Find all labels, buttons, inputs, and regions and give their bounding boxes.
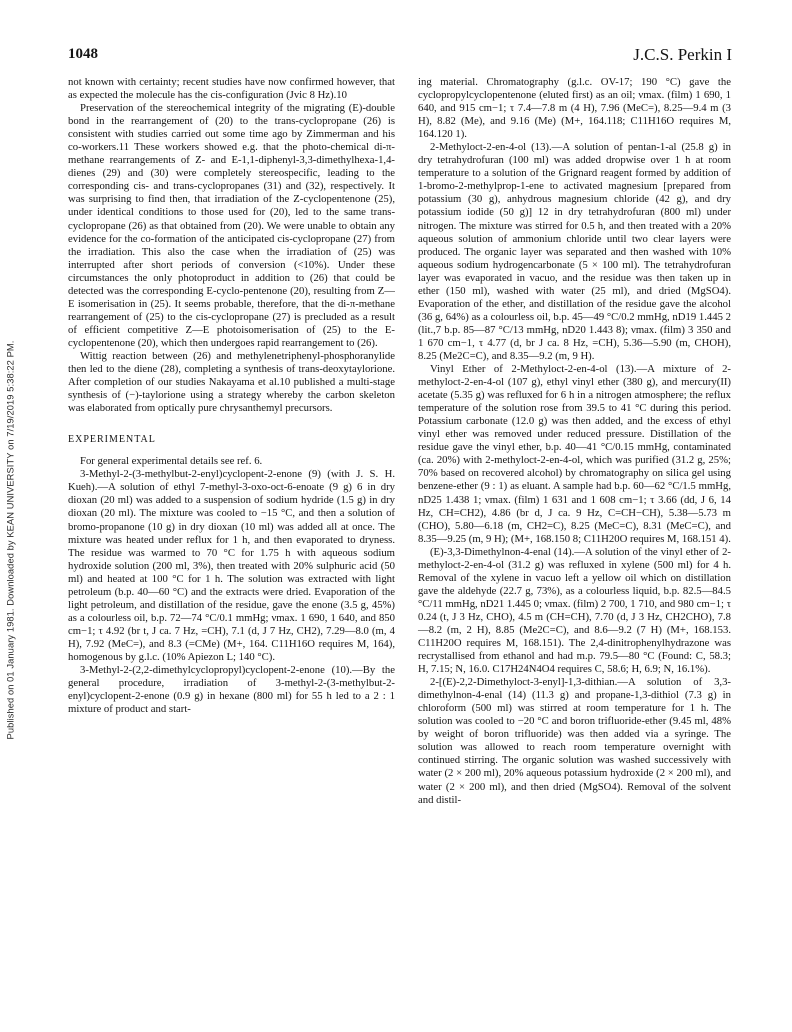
journal-title: J.C.S. Perkin I: [633, 45, 732, 64]
page-header: [68, 46, 732, 68]
paragraph: Vinyl Ether of 2-Methyloct-2-en-4-ol (13).—A mixture of 2-methyloct-2-en-4-ol (107 g), ethyl vinyl ether (380 g), and mercury(II) acetate (5.35 g) was refluxed for 6 h in a nitrogen atmosphere; the reflux temperature of the solution rose from 39.5 to 41 °C during this period. Potassium carbonate (12.0 g) was then added, and the excess of ethyl vinyl ether was removed under reduced pressure. Distillation of the residue gave the vinyl ether, b.p. 40—41 °C/0.15 mmHg, contaminated (ca. 20%) with 2-methyloct-2-en-4-ol, which was purified (31.2 g, 25%; 70% based on recovered alcohol) by chromatography on silica gel using benzene-ether (9 : 1) as eluant. A sample had b.p. 60—62 °C/1.5 mmHg, nD25 1.438 1; νmax. (film) 1 631 and 1 608 cm−1; τ 3.66 (dd, J 6, 14 Hz, CH=CH2), 4.86 (br d, J ca. 9 Hz, C=CH−CH), 5.38—5.73 m (CHO), 5.80—6.18 (m, CH2=C), 8.25 (MeC=C), 8.31 (MeC=C), and 8.35—9.25 (m, 9 H); (M+, 168.150 8; C11H20O requires M, 168.151 4).: [418, 363, 731, 545]
section-heading: EXPERIMENTAL: [68, 434, 156, 446]
paragraph: not known with certainty; recent studies have now confirmed however, that as expected the molecule has the cis-configuration (Jvic 8 Hz).10: [68, 76, 395, 102]
left-column: [68, 76, 395, 716]
paragraph: Preservation of the stereochemical integrity of the migrating (E)-double bond in the rearrangement of (20) to the trans-cyclopropane (26) is consistent with studies carried out some time ago by Zimmerman and his co-workers.11 These workers showed e.g. that the photo-chemical di-π-methane rearrangements of Z- and E-1,1-diphenyl-3,3-dimethylhexa-1,4-dienes (29) and (30) were completely stereospecific, leading to the corresponding cis- and trans-cyclopropanes (31) and (32), respectively. It was surprising to find then, that irradiation of the Z-cyclopentenone (25), under identical conditions to those used for (20), led to the same trans-cyclopropane (26) as that obtained from (20). We were unable to obtain any evidence for the co-formation of the anticipated cis-cyclopropane (27) from the irradiation. This also the case when the irradiation of (25) was interrupted after short periods of conversion (<10%). Under these circumstances the only photoproduct in addition to (26) that could be detected was the corresponding E-cyclo-pentenone (20), resulting from Z—E isomerisation in (25). It seems probable, therefore, that the di-π-methane rearrangement of (25) to the cis-cyclopropane (27) is precluded as a result of efficient competitive Z—E photoisomerisation of (25) to the E-cyclopentenone (20), which then undergoes rapid rearrangement to (26).: [68, 102, 395, 349]
page-number: 1048: [68, 46, 98, 62]
paragraph: ing material. Chromatography (g.l.c. OV-17; 190 °C) gave the cyclopropylcyclopentenone (eluted first) as an oil; νmax. (film) 1 690, 1 640, and 915 cm−1; τ 7.4—7.8 m (4 H), 7.96 (MeC=), 8.25—9.4 m (3 H), 8.82 (Me), and 9.16 (Me) (M+, 164.118; C11H16O requires M, 164.120 1).: [418, 76, 731, 141]
publication-watermark: [2, 150, 18, 930]
paragraph: Wittig reaction between (26) and methylenetriphenyl-phosphoranylide then led to the diene (28), completing a synthesis of trans-deoxytaylorione. After completion of our studies Nakayama et al.10 published a multi-stage synthesis of (−)-taylorione using a strategy whereby the carbon skeleton was elaborated from optically pure chrysanthemyl precursors.: [68, 349, 395, 415]
paragraph: (E)-3,3-Dimethylnon-4-enal (14).—A solution of the vinyl ether of 2-methyloct-2-en-4-ol (31.2 g) was refluxed in xylene (500 ml) for 4 h. Removal of the xylene in vacuo left a yellow oil which on distillation gave the aldehyde (22.7 g, 73%), as a colourless liquid, b.p. 82.5—84.5 °C/11 mmHg, nD21 1.445 0; νmax. (film) 2 700, 1 710, and 980 cm−1; τ 0.24 (t, J 3 Hz, CHO), 4.5 m (CH=CH), 7.70 (d, J 3 Hz, CH2CHO), 7.8—8.2 (m, 2 H), 8.85 (Me2C=C), and 8.6—9.2 (7 H) (M+, 168.153. C11H20O requires M, 168.151). The 2,4-dinitrophenylhydrazone was recrystallised from ethanol and had m.p. 79.5—80 °C (Found: C, 58.3; H, 7.15; N, 16.0. C17H24N4O4 requires C, 58.6; H, 6.9; N, 16.1%).: [418, 545, 731, 676]
paragraph: For general experimental details see ref. 6.: [80, 455, 263, 468]
paragraph: 3-Methyl-2-(3-methylbut-2-enyl)cyclopent-2-enone (9) (with J. S. H. Kueh).—A solution of ethyl 7-methyl-3-oxo-oct-6-enoate (9 g) 6 in dry dioxan (20 ml) was added to a suspension of sodium hydride (1.5 g) in dry dioxan (20 ml). The mixture was cooled to −15 °C, and then a solution of bromo-propanone (10 g) in dry dioxan (10 ml) was added all at once. The mixture was heated under reflux for 1 h, and then evaporated to dryness. The residue was warmed to 70 °C for 1.75 h with aqueous sodium hydroxide solution (200 ml, 3%), then treated with 20% sulphuric acid (50 ml) and heated at 100 °C for 1 h. The solution was extracted with light petroleum (b.p. 40—60 °C) and the extracts were dried. Evaporation of the light petroleum, and distillation of the residue, gave the enone (3.5 g, 45%) as a colourless oil, b.p. 72—74 °C/0.1 mmHg; νmax. 1 690, 1 640, and 850 cm−1; τ 4.92 (br t, J ca. 7 Hz, =CH), 7.1 (d, J 7 Hz, CH2), 7.29—8.0 (m, 4 H), 7.92 (MeC=), and 8.3 (=CMe) (M+, 164. C11H16O requires M, 164), homogenous by g.l.c. (10% Apiezon L; 140 °C).: [68, 468, 395, 663]
paragraph: 2-[(E)-2,2-Dimethyloct-3-enyl]-1,3-dithian.—A solution of 3,3-dimethylnon-4-enal (14) (11.3 g) and propane-1,3-dithiol (7.3 g) in chloroform (500 ml) was stirred at room temperature for 1 h. The solution was cooled to −20 °C and boron trifluoride-ether (9.45 ml, 48% by weight of boron trifluoride) was then added via a syringe. The solution was allowed to reach room temperature overnight with continued stirring. The organic solution was washed successively with water (2 × 200 ml), 20% aqueous potassium hydroxide (2 × 200 ml), and water (2 × 200 ml), and then dried (MgSO4). Removal of the solvent and distil-: [418, 676, 731, 806]
paragraph: 3-Methyl-2-(2,2-dimethylcyclopropyl)cyclopent-2-enone (10).—By the general procedure, irradiation of 3-methyl-2-(3-methylbut-2-enyl)cyclopent-2-enone (0.9 g) in hexane (800 ml) for 55 h led to a 2 : 1 mixture of product and start-: [68, 664, 395, 716]
publication-watermark-text: Published on 01 January 1981. Downloaded by KEAN UNIVERSITY on 7/19/2019 5:38:22 PM.: [5, 340, 16, 740]
paragraph: 2-Methyloct-2-en-4-ol (13).—A solution of pentan-1-al (25.8 g) in dry tetrahydrofuran (100 ml) was added dropwise over 1 h at room temperature to a solution of the Grignard reagent formed by addition of 1-bromo-2-methylprop-1-ene to activated magnesium [prepared from potassium (30 g), anhydrous magnesium chloride (42 g), and dry potassium iodide (50 g)] 12 in dry tetrahydrofuran (800 ml) under nitrogen. The mixture was stirred for 0.5 h, and then treated with a 20% aqueous solution of ammonium chloride until two clear layers were produced. The organic layer was separated and then washed with 10% aqueous sodium hydrogencarbonate (5 × 100 ml). The tetrahydrofuran layer was evaporated in vacuo, and the residue was then taken up in ether (150 ml), washed with water (25 ml), and dried (MgSO4). Evaporation of the ether, and distillation of the residue gave the alcohol (36 g, 64%) as a colourless oil, b.p. 45—49 °C/0.2 mmHg, nD19 1.445 2 (lit.,7 b.p. 85—87 °C/13 mmHg, nD20 1.443 8); νmax. (film) 3 350 and 1 670 cm−1, τ 4.77 (d, br J ca. 8 Hz, =CH), 5.36—5.90 (m, CHOH), 8.25 (Me2C=C), and 8.35—9.2 (m, 9 H).: [418, 141, 731, 362]
right-column: [418, 76, 731, 807]
